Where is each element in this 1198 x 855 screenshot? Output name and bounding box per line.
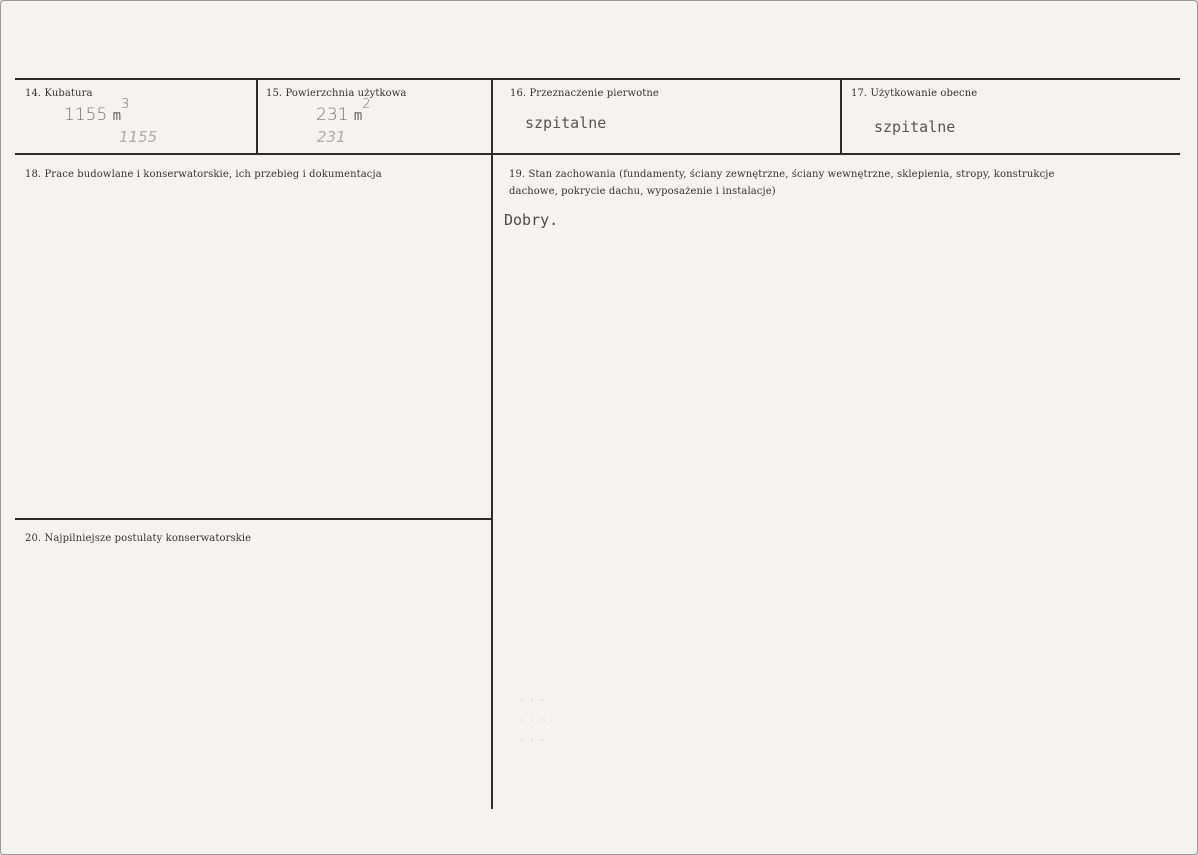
field-label: 18. Prace budowlane i konserwatorskie, ich przebieg i dokumentacja — [25, 169, 382, 180]
col-divider-2 — [491, 78, 493, 809]
field-value: szpitalne — [874, 118, 956, 136]
field-value — [316, 97, 371, 125]
field-label: 14. Kubatura — [25, 88, 93, 99]
value-number: 231 — [316, 105, 349, 125]
field-value — [64, 97, 130, 125]
field-label: 17. Użytkowanie obecne — [851, 88, 978, 99]
show-through-mark: · · · — [521, 696, 546, 706]
value-exponent: 2 — [362, 97, 371, 112]
field-value: szpitalne — [525, 114, 607, 132]
field-label: 16. Przeznaczenie pierwotne — [510, 88, 659, 99]
field-label: 15. Powierzchnia użytkowa — [266, 88, 407, 99]
show-through-mark: · · · — [521, 736, 546, 746]
show-through-mark: · · · · — [521, 716, 556, 726]
pencil-note: 1155 — [119, 128, 158, 146]
field-label: 20. Najpilniejsze postulaty konserwatorskie — [25, 533, 252, 544]
value-exponent: 3 — [121, 97, 130, 112]
field-value: Dobry. — [504, 211, 559, 229]
row-divider — [15, 153, 1180, 155]
field-label: 19. Stan zachowania (fundamenty, ściany zewnętrzne, ściany wewnętrzne, sklepienia, stropy, konstrukcje dachowe, pokrycie dachu, wyposażenie i instalacje) — [509, 169, 1055, 197]
col-divider-3 — [840, 78, 842, 154]
section-divider — [15, 518, 491, 520]
value-number: 1155 — [64, 105, 108, 125]
value-unit: m — [112, 108, 122, 124]
top-rule — [15, 78, 1180, 80]
value-unit: m — [353, 108, 363, 124]
col-divider-1 — [256, 78, 258, 154]
pencil-note: 231 — [317, 128, 346, 146]
